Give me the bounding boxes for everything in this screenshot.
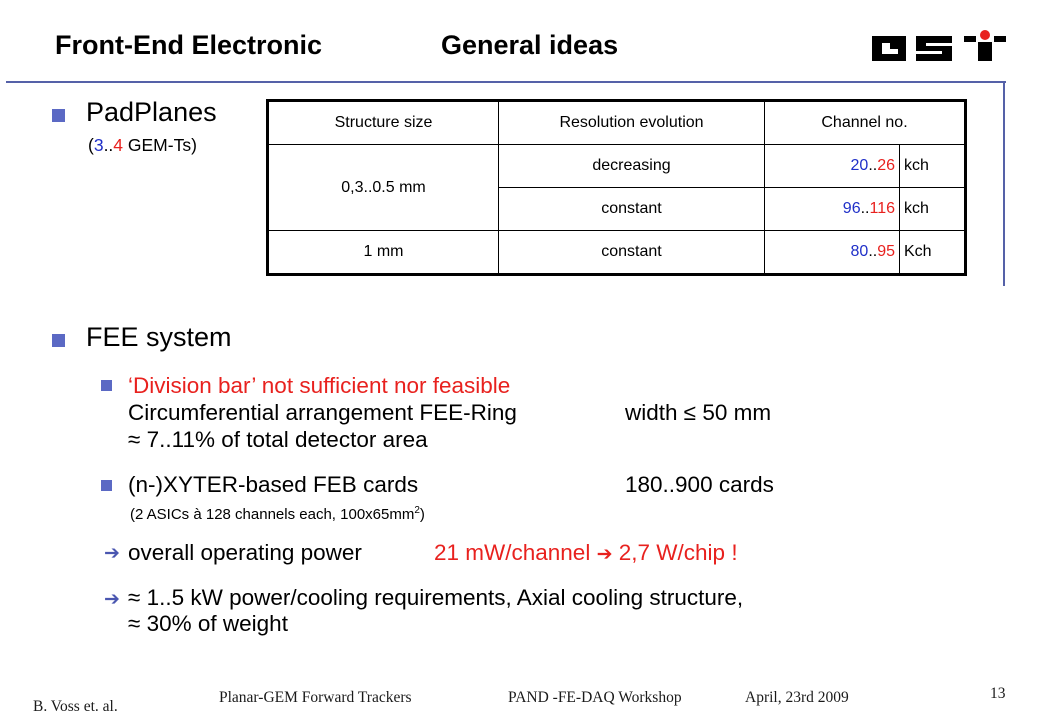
arrow-right-icon: ➔	[104, 543, 120, 564]
bullet-square	[101, 380, 112, 391]
cooling-text-line1: ≈ 1..5 kW power/cooling requirements, Axial cooling structure,	[128, 585, 744, 610]
arrow-right-icon: ➔	[104, 589, 120, 610]
table-cell-resolution: decreasing	[499, 145, 765, 188]
gsi-logo	[868, 28, 1008, 68]
header-divider	[6, 81, 1006, 83]
detector-area-text: ≈ 7..11% of total detector area	[128, 427, 428, 452]
page-number: 13	[990, 685, 1006, 702]
table-row	[268, 231, 966, 275]
feb-cards-text: (n-)XYTER-based FEB cards	[128, 472, 419, 497]
table-header-cell: Channel no.	[765, 101, 966, 145]
width-note: width ≤ 50 mm	[625, 400, 772, 425]
table-header-cell: Resolution evolution	[499, 101, 765, 145]
table-cell-channels: 96..116	[765, 188, 900, 231]
table-cell-channels: 20..26	[765, 145, 900, 188]
structure-table	[266, 99, 967, 276]
bullet-square	[52, 334, 65, 347]
table-cell-structure-size: 1 mm	[268, 231, 499, 275]
asic-note: (2 ASICs à 128 channels each, $100x65mm^2$)	[130, 505, 425, 523]
footer-talk: Planar-GEM Forward Trackers	[219, 689, 412, 706]
power-value: 21 mW/channel ➔ 2,7 W/chip !	[434, 540, 738, 565]
table-header-row	[268, 101, 966, 145]
slide-subtitle: General ideas	[441, 30, 619, 60]
division-bar-text: ‘Division bar’ not sufficient nor feasible	[128, 373, 511, 398]
table-row	[268, 145, 966, 188]
footer-date: April, 23rd 2009	[745, 689, 849, 706]
right-divider	[1003, 81, 1005, 286]
table-cell-structure-size: 0,3..0.5 mm	[268, 145, 499, 231]
bullet-square	[101, 480, 112, 491]
cooling-text-line2: ≈ 30% of weight	[128, 611, 288, 636]
table-header-cell: Structure size	[268, 101, 499, 145]
footer-workshop: PAND -FE-DAQ Workshop	[508, 689, 682, 706]
power-label: overall operating power	[128, 540, 362, 565]
table-cell-resolution: constant	[499, 188, 765, 231]
arrow-right-icon: ➔	[596, 544, 613, 565]
table-cell-unit: kch	[900, 188, 966, 231]
table-cell-unit: Kch	[900, 231, 966, 275]
table-cell-unit: kch	[900, 145, 966, 188]
table-cell-resolution: constant	[499, 231, 765, 275]
table-cell-channels: 80..95	[765, 231, 900, 275]
fee-heading: FEE system	[86, 322, 232, 352]
circumferential-text: Circumferential arrangement FEE-Ring	[128, 400, 517, 425]
padplanes-subtext: (3..4 GEM-Ts)	[88, 135, 197, 155]
bullet-square	[52, 109, 65, 122]
feb-count: 180..900 cards	[625, 472, 774, 497]
slide-title: Front-End Electronic	[55, 30, 323, 60]
footer-author: B. Voss et. al.	[33, 698, 118, 715]
padplanes-heading: PadPlanes	[86, 97, 217, 127]
